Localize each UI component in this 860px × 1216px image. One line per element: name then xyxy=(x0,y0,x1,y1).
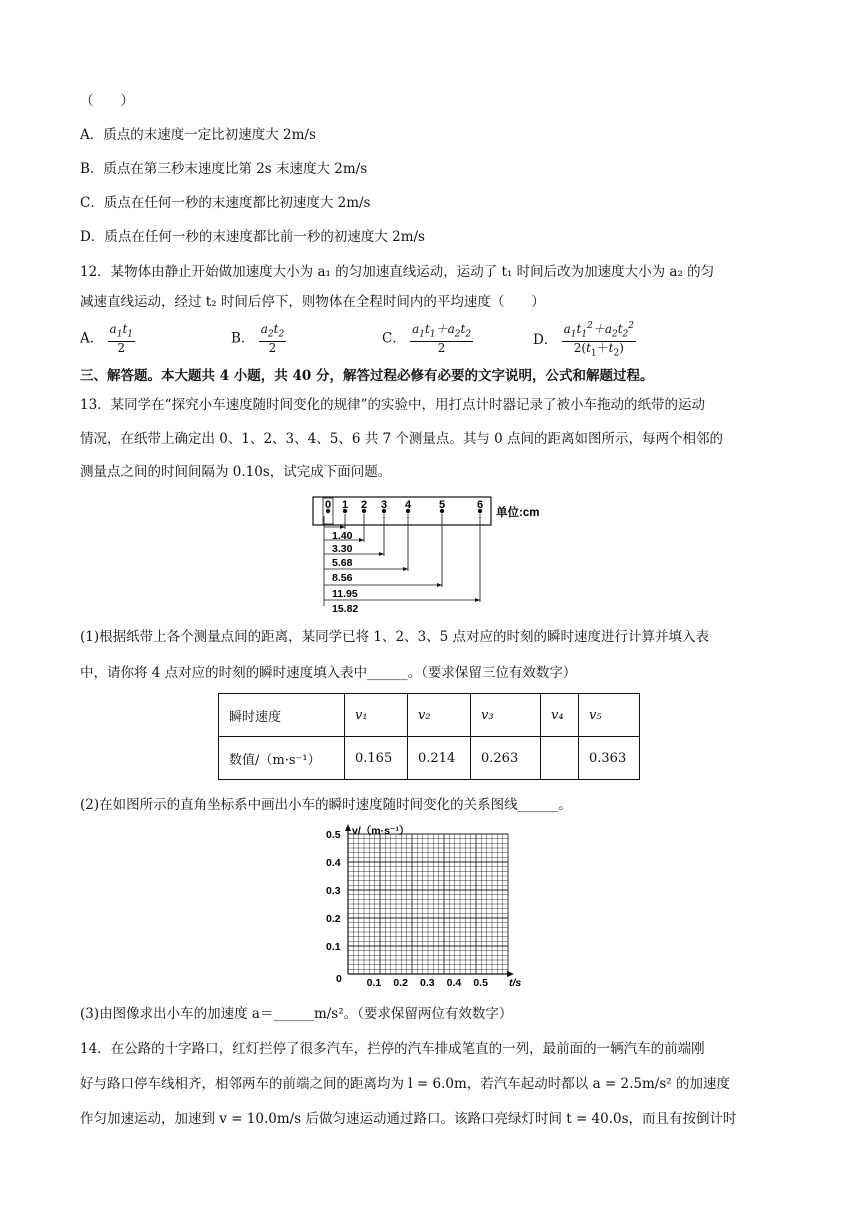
q12-option-a-formula: $\frac{a_1t_1}{2}$ xyxy=(109,322,133,356)
table-cell: v₁ xyxy=(345,694,408,737)
q12-option-a-label: A． xyxy=(80,330,104,347)
table-row xyxy=(219,737,640,780)
q12-option-d-formula: $\frac{a_1t_1^2+a_2t_2^2}{2(t_1+t_2)}$ xyxy=(563,321,634,359)
q14-stem-line3: 作匀加速运动，加速到 v = 10.0m/s 后做匀速运动通过路口。该路口亮绿灯时间 t = 40.0s，而且有按倒计时 xyxy=(80,1111,737,1127)
tape-unit-label: 单位:cm xyxy=(496,507,540,519)
tape-point-label: 5 xyxy=(439,499,446,511)
q11-option-d: D．质点在任何一秒的末速度都比前一秒的初速度大 2m/s xyxy=(80,229,425,245)
tape-point-label: 2 xyxy=(361,499,368,511)
paper-tape-figure xyxy=(310,494,570,614)
tape-distance-label: 15.82 xyxy=(332,603,359,614)
q13-stem-line1: 13．某同学在“探究小车速度随时间变化的规律”的实验中，用打点计时器记录了被小车拖动的纸带的运动 xyxy=(80,397,705,413)
q12-option-a xyxy=(80,323,135,355)
graph-x-tick-label: 0.5 xyxy=(473,977,488,989)
tape-point-label: 3 xyxy=(381,499,388,511)
q11-option-c: C．质点在任何一秒的末速度都比初速度大 2m/s xyxy=(80,195,371,211)
graph-y-tick-label: 0.2 xyxy=(326,913,341,925)
q13-part1-line2: 中，请你将 4 点对应的时刻的瞬时速度填入表中______。（要求保留三位有效数字） xyxy=(80,665,577,681)
tape-point-label: 4 xyxy=(405,499,412,511)
q14-stem-line1: 14．在公路的十字路口，红灯拦停了很多汽车，拦停的汽车排成笔直的一列，最前面的一辆汽车的前端刚 xyxy=(80,1041,705,1057)
q13-part2: (2)在如图所示的直角坐标系中画出小车的瞬时速度随时间变化的关系图线______。 xyxy=(80,797,572,813)
q14-stem-line2: 好与路口停车线相齐，相邻两车的前端之间的距离均为 l = 6.0m，若汽车起动时都以 a = 2.5m/s² 的加速度 xyxy=(80,1076,730,1092)
q13-stem-line3: 测量点之间的时间间隔为 0.10s，试完成下面问题。 xyxy=(80,464,392,480)
tape-distance-label: 8.56 xyxy=(332,572,353,584)
tape-point-label: 0 xyxy=(325,499,332,511)
v4-blank-cell[interactable] xyxy=(541,737,579,780)
graph-x-axis-label: t/s xyxy=(509,977,522,989)
table-cell: 0.165 xyxy=(345,737,408,780)
table-cell: 数值/（m·s⁻¹） xyxy=(219,737,345,780)
graph-y-tick-label: 0.5 xyxy=(326,829,341,841)
graph-x-tick-label: 0.1 xyxy=(366,977,382,989)
table-cell: 0.363 xyxy=(579,737,640,780)
graph-y-axis-label: v/（m·s⁻¹） xyxy=(352,825,410,837)
table-cell: v₂ xyxy=(408,694,471,737)
table-cell: v₅ xyxy=(579,694,640,737)
q12-stem-line1: 12．某物体由静止开始做加速度大小为 a₁ 的匀加速直线运动，运动了 t₁ 时间后改为加速度大小为 a₂ 的匀 xyxy=(80,264,715,280)
table-cell: 0.263 xyxy=(471,737,541,780)
q13-part1-line1: (1)根据纸带上各个测量点间的距离，某同学已将 1、2、3、5 点对应的时刻的瞬时速度进行计算并填入表 xyxy=(80,629,710,645)
tape-distance-label: 1.40 xyxy=(332,530,353,542)
graph-origin-label: 0 xyxy=(336,973,342,985)
q11-option-b: B．质点在第三秒末速度比第 2s 末速度大 2m/s xyxy=(80,161,368,177)
table-cell: v₄ xyxy=(541,694,579,737)
q12-option-c xyxy=(382,323,473,355)
section-3-heading: 三、解答题。本大题共 4 小题，共 40 分，解答过程必修有必要的文字说明，公式和解题过程。 xyxy=(80,368,654,384)
tape-point-label: 1 xyxy=(342,499,349,511)
q11-option-a: A．质点的末速度一定比初速度大 2m/s xyxy=(80,127,316,143)
graph-x-tick-label: 0.2 xyxy=(393,977,408,989)
q13-stem-line2: 情况，在纸带上确定出 0、1、2、3、4、5、6 共 7 个测量点。其与 0 点间的距离如图所示，每两个相邻的 xyxy=(80,431,724,447)
q13-part3: (3)由图像求出小车的加速度 a＝______m/s²。（要求保留两位有效数字） xyxy=(80,1006,513,1022)
q12-option-b xyxy=(231,323,286,355)
tape-point-label: 6 xyxy=(477,499,484,511)
tape-distance-label: 11.95 xyxy=(332,588,358,600)
table-row xyxy=(219,694,640,737)
tape-distance-label: 5.68 xyxy=(332,557,353,569)
q12-option-b-label: B． xyxy=(231,330,255,347)
table-cell: v₃ xyxy=(471,694,541,737)
q12-option-c-label: C． xyxy=(382,330,406,347)
velocity-time-graph xyxy=(322,822,542,992)
velocity-table xyxy=(218,693,640,780)
q12-option-b-formula: $\frac{a_2t_2}{2}$ xyxy=(260,322,285,356)
q12-stem-line2: 减速直线运动，经过 t₂ 时间后停下，则物体在全程时间内的平均速度（ ） xyxy=(80,294,545,310)
graph-x-tick-label: 0.4 xyxy=(446,977,462,989)
table-cell: 0.214 xyxy=(408,737,471,780)
q12-option-c-formula: $\frac{a_1t_1+a_2t_2}{2}$ xyxy=(412,322,472,356)
graph-y-tick-label: 0.1 xyxy=(326,941,341,953)
graph-y-tick-label: 0.3 xyxy=(326,885,341,897)
q12-option-d-label: D． xyxy=(533,331,558,348)
table-cell: 瞬时速度 xyxy=(219,694,345,737)
answer-paren: （ ） xyxy=(80,93,134,109)
q12-option-d xyxy=(533,320,636,361)
graph-x-tick-label: 0.3 xyxy=(420,977,435,989)
tape-distance-label: 3.30 xyxy=(332,543,353,555)
graph-y-tick-label: 0.4 xyxy=(326,857,341,869)
